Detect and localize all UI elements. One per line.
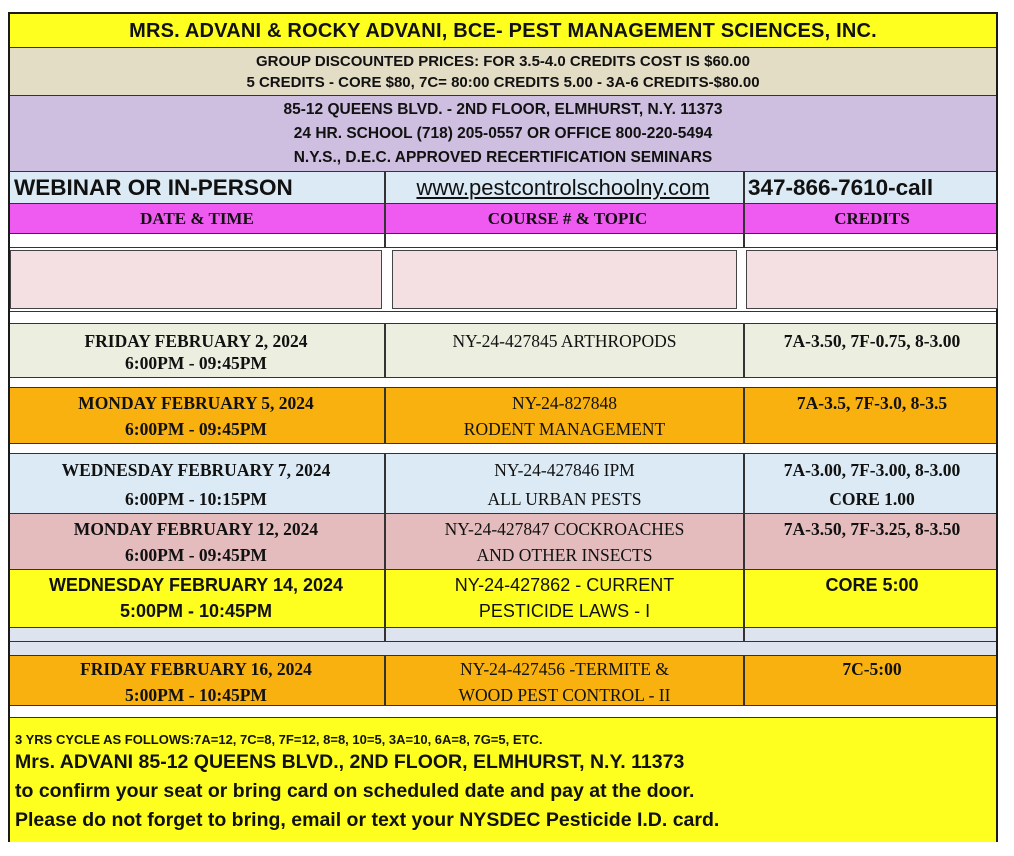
course-core-credits: CORE 1.00 [829,489,915,509]
divider [384,656,386,706]
divider [384,514,386,570]
blank-row [10,248,996,312]
course-cell [392,324,737,377]
course-cell [392,388,737,443]
course-time: 6:00PM - 09:45PM [125,353,267,373]
course-credits: CORE 5:00 [825,575,919,595]
spacer-row [10,312,996,324]
divider [743,388,745,444]
course-cell [392,454,737,513]
divider [743,172,745,204]
course-credits: 7C-5:00 [842,659,902,679]
course-date: FRIDAY FEBRUARY 2, 2024 [84,331,308,351]
header-credits: CREDITS [834,209,910,228]
divider [743,656,745,706]
table-header [10,204,996,234]
spacer-row [10,378,996,388]
course-topic: RODENT MANAGEMENT [463,419,666,439]
pricing-line: 5 CREDITS - CORE $80, 7C= 80:00 CREDITS 5.00 - 3A-6 CREDITS-$80.00 [246,74,760,91]
spacer-row [10,706,996,718]
divider [743,628,745,642]
table-row [10,514,996,570]
course-number: NY-24-427846 IPM [494,460,635,480]
date-cell [10,514,382,569]
course-date: FRIDAY FEBRUARY 16, 2024 [80,659,312,679]
header-date-time: DATE & TIME [140,209,254,228]
course-credits: 7A-3.50, 7F-3.25, 8-3.50 [783,519,961,539]
course-time: 6:00PM - 09:45PM [125,419,267,439]
address-line: 85-12 QUEENS BLVD. - 2ND FLOOR, ELMHURST, N.Y. 11373 [283,101,723,118]
course-topic: WOOD PEST CONTROL - II [458,685,671,705]
course-time: 5:00PM - 10:45PM [125,685,267,705]
spacer-row [10,444,996,454]
footer-instructions: to confirm your seat or bring card on scheduled date and pay at the door. [15,780,695,802]
course-number: NY-24-427845 ARTHROPODS [452,331,677,351]
table-row [10,570,996,628]
course-date: WEDNESDAY FEBRUARY 7, 2024 [61,460,331,480]
course-number: NY-24-827848 [512,393,617,413]
footer-address: Mrs. ADVANI 85-12 QUEENS BLVD., 2ND FLOOR, ELMHURST, N.Y. 11373 [15,751,685,773]
divider [384,628,386,642]
date-cell [10,388,382,443]
divider [384,388,386,444]
divider [384,234,386,248]
divider [743,204,745,234]
divider [384,454,386,514]
credits-cell [746,324,998,377]
divider [743,324,745,378]
phone-line: 24 HR. SCHOOL (718) 205-0557 OR OFFICE 800-220-5494 [293,125,713,142]
pricing-line: GROUP DISCOUNTED PRICES: FOR 3.5-4.0 CREDITS COST IS $60.00 [255,53,750,70]
course-credits: 7A-3.00, 7F-3.00, 8-3.00 [783,460,961,480]
divider [743,454,745,514]
course-cell [392,514,737,569]
date-cell [10,570,382,627]
table-row [10,324,996,378]
footer-notice [10,718,996,842]
course-credits: 7A-3.50, 7F-0.75, 8-3.00 [783,331,961,351]
course-credits: 7A-3.5, 7F-3.0, 8-3.5 [796,393,948,413]
credits-cell [746,454,998,513]
course-number: NY-24-427847 COCKROACHES [444,519,685,539]
course-cell [392,570,737,627]
credits-cell [746,388,998,443]
pricing-banner [10,48,996,96]
course-number: NY-24-427862 - CURRENT [454,575,675,595]
divider [743,570,745,628]
divider [384,570,386,628]
course-date: MONDAY FEBRUARY 5, 2024 [78,393,314,413]
website-link[interactable]: www.pestcontrolschoolny.com [416,175,710,200]
date-cell [10,656,382,705]
table-row [10,656,996,706]
date-cell [10,324,382,377]
course-date: MONDAY FEBRUARY 12, 2024 [73,519,319,539]
course-time: 5:00PM - 10:45PM [119,601,273,621]
course-topic: PESTICIDE LAWS - I [478,601,651,621]
table-row [10,454,996,514]
course-time: 6:00PM - 09:45PM [125,545,267,565]
credits-cell [746,570,998,627]
date-cell [10,454,382,513]
course-topic: AND OTHER INSECTS [476,545,653,565]
phone-number: 347-866-7610-call [748,175,934,200]
spacer-row [10,628,996,642]
course-cell [392,656,737,705]
divider [743,514,745,570]
divider [743,234,745,248]
flyer-sheet [8,12,998,842]
contact-row [10,172,996,204]
header-course-topic: COURSE # & TOPIC [487,209,648,228]
blank-cell [10,250,382,309]
course-time: 6:00PM - 10:15PM [125,489,267,509]
blank-cell [746,250,998,309]
spacer-row [10,642,996,656]
divider [384,324,386,378]
approval-line: N.Y.S., D.E.C. APPROVED RECERTIFICATION SEMINARS [293,149,713,166]
divider [384,204,386,234]
course-number: NY-24-427456 -TERMITE & [459,659,669,679]
spacer-row [10,234,996,248]
table-row [10,388,996,444]
address-banner [10,96,996,172]
company-title: MRS. ADVANI & ROCKY ADVANI, BCE- PEST MANAGEMENT SCIENCES, INC. [10,14,996,48]
footer-reminder: Please do not forget to bring, email or text your NYSDEC Pesticide I.D. card. [15,809,720,831]
course-topic: ALL URBAN PESTS [487,489,642,509]
recert-cycle: 3 YRS CYCLE AS FOLLOWS:7A=12, 7C=8, 7F=12, 8=8, 10=5, 3A=10, 6A=8, 7G=5, ETC. [15,732,543,747]
blank-cell [392,250,737,309]
credits-cell [746,656,998,705]
credits-cell [746,514,998,569]
course-date: WEDNESDAY FEBRUARY 14, 2024 [48,575,344,595]
attendance-mode: WEBINAR OR IN-PERSON [14,175,293,200]
